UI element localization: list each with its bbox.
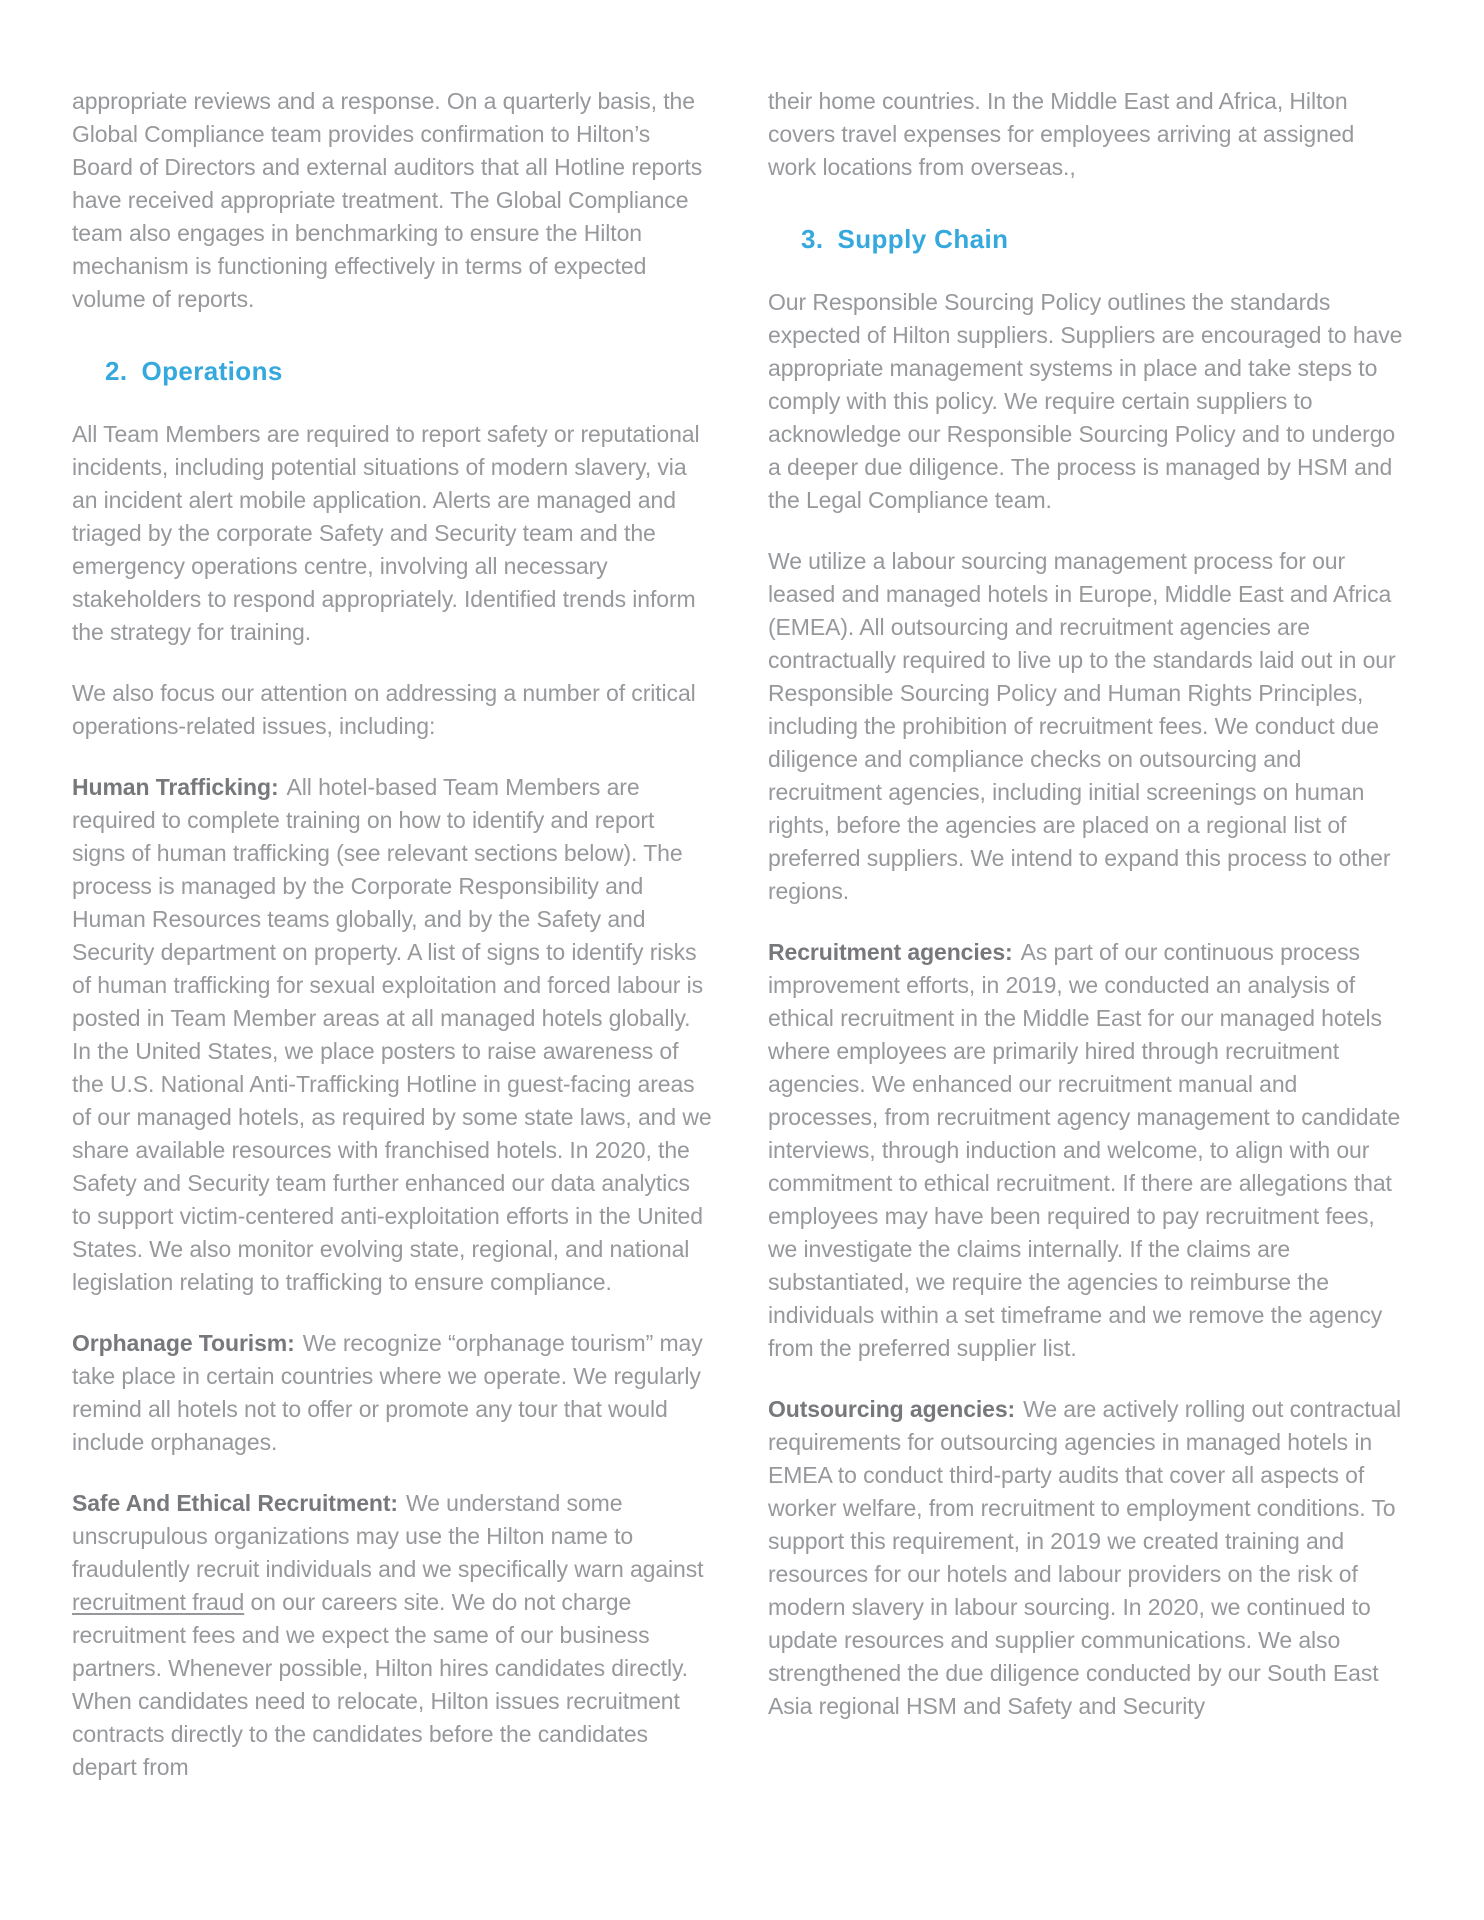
recruitment-agencies-text: As part of our continuous process improvement efforts, in 2019, we conducted an analysis of ethical recruitment in the Middle East for our managed hotels where employees are primarily hired through recruitment agencies. We enhanced our recruitment manual and processes, from recruitment agency management to candidate interviews, through induction and welcome, to align with our commitment to ethical recruitment. If there are allegations that employees may have been required to pay recruitment fees, we investigate the claims internally. If the claims are substantiated, we require the agencies to reimburse the individuals within a set timeframe and we remove the agency from the preferred supplier list. bbox=[768, 939, 1401, 1361]
focus-paragraph: We also focus our attention on addressing a number of critical operations-related issues, including: bbox=[72, 680, 696, 739]
sourcing-policy-paragraph: Our Responsible Sourcing Policy outlines the standards expected of Hilton suppliers. Suppliers are encouraged to have appropriate management systems in place and take steps to comply with this policy. We require certain suppliers to acknowledge our Responsible Sourcing Policy and to undergo a deeper due diligence. The process is managed by HSM and the Legal Compliance team. bbox=[768, 289, 1403, 513]
section-title: Operations bbox=[141, 356, 283, 386]
labour-sourcing-paragraph: We utilize a labour sourcing management process for our leased and managed hotels in Europe, Middle East and Africa (EMEA). All outsourcing and recruitment agencies are contractually required to live up to the standards laid out in our Responsible Sourcing Policy and Human Rights Principles, including the prohibition of recruitment fees. We conduct due diligence and compliance checks on outsourcing and recruitment agencies, including initial screenings on human rights, before the agencies are placed on a regional list of preferred suppliers. We intend to expand this process to other regions. bbox=[768, 548, 1396, 904]
incidents-paragraph: All Team Members are required to report safety or reputational incidents, including potential situations of modern slavery, via an incident alert mobile application. Alerts are managed and triaged by the corporate Safety and Security team and the emergency operations centre, involving all necessary stakeholders to respond appropriately. Identified trends inform the strategy for training. bbox=[72, 421, 700, 645]
safe-recruitment-text-before: We understand some unscrupulous organizations may use the Hilton name to fraudulently recruit individuals and we specifically warn against bbox=[72, 1490, 704, 1582]
safe-recruitment-paragraph bbox=[72, 1487, 712, 1784]
recruitment-agencies-paragraph bbox=[768, 936, 1408, 1365]
safe-recruitment-label: Safe And Ethical Recruitment: bbox=[72, 1490, 398, 1516]
outsourcing-agencies-paragraph bbox=[768, 1393, 1408, 1723]
continuation-paragraph: their home countries. In the Middle East and Africa, Hilton covers travel expenses for employees arriving at assigned work locations from overseas., bbox=[768, 88, 1355, 180]
section-heading-supply-chain bbox=[768, 222, 1408, 256]
recruitment-agencies-label: Recruitment agencies: bbox=[768, 939, 1013, 965]
recruitment-fraud-link[interactable]: recruitment fraud bbox=[72, 1589, 245, 1615]
orphanage-tourism-text: We recognize “orphanage tourism” may take place in certain countries where we operate. We regularly remind all hotels not to offer or promote any tour that would include orphanages. bbox=[72, 1330, 703, 1455]
orphanage-tourism-paragraph bbox=[72, 1327, 712, 1459]
section-number: 3. bbox=[801, 224, 824, 254]
safe-recruitment-text-after: on our careers site. We do not charge recruitment fees and we expect the same of our business partners. Whenever possible, Hilton hires candidates directly. When candidates need to relocate, Hilton issues recruitment contracts directly to the candidates before the candidates depart from bbox=[72, 1589, 688, 1780]
human-trafficking-label: Human Trafficking: bbox=[72, 774, 279, 800]
outsourcing-agencies-text: We are actively rolling out contractual requirements for outsourcing agencies in managed hotels in EMEA to conduct third-party audits that cover all aspects of worker welfare, from recruitment to employment conditions. To support this requirement, in 2019 we created training and resources for our hotels and labour providers on the risk of modern slavery in labour sourcing. In 2020, we continued to update resources and supplier communications. We also strengthened the due diligence conducted by our South East Asia regional HSM and Safety and Security bbox=[768, 1396, 1402, 1719]
right-column bbox=[768, 85, 1408, 1920]
intro-paragraph: appropriate reviews and a response. On a quarterly basis, the Global Compliance team provides confirmation to Hilton’s Board of Directors and external auditors that all Hotline reports have received appropriate treatment. The Global Compliance team also engages in benchmarking to ensure the Hilton mechanism is functioning effectively in terms of expected volume of reports. bbox=[72, 88, 703, 312]
human-trafficking-text: All hotel-based Team Members are required to complete training on how to identify and report signs of human trafficking (see relevant sections below). The process is managed by the Corporate Responsibility and Human Resources teams globally, and by the Safety and Security department on property. A list of signs to identify risks of human trafficking for sexual exploitation and forced labour is posted in Team Member areas at all managed hotels globally. In the United States, we place posters to raise awareness of the U.S. National Anti-Trafficking Hotline in guest-facing areas of our managed hotels, as required by some state laws, and we share available resources with franchised hotels. In 2020, the Safety and Security team further enhanced our data analytics to support victim-centered anti-exploitation efforts in the United States. We also monitor evolving state, regional, and national legislation relating to trafficking to ensure compliance. bbox=[72, 774, 712, 1295]
human-trafficking-paragraph bbox=[72, 771, 712, 1299]
outsourcing-agencies-label: Outsourcing agencies: bbox=[768, 1396, 1016, 1422]
section-title: Supply Chain bbox=[837, 224, 1009, 254]
section-heading-operations bbox=[72, 354, 712, 388]
orphanage-tourism-label: Orphanage Tourism: bbox=[72, 1330, 295, 1356]
left-column bbox=[72, 85, 712, 1920]
section-number: 2. bbox=[105, 356, 128, 386]
